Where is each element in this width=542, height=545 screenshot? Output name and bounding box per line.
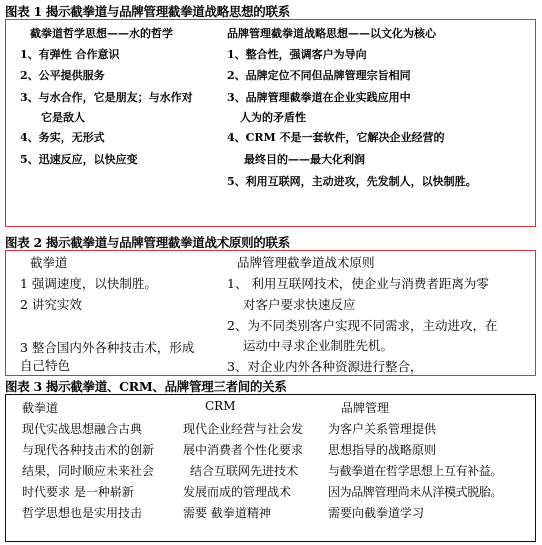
table1-left-item: 1、有弹性 合作意识 — [20, 48, 120, 61]
table2-right-heading: 品牌管理截拳道战术原则 — [237, 255, 375, 270]
table3-col2-line: 结合互联网先进技术 — [190, 464, 299, 478]
table1-left-heading: 截拳道哲学思想——水的哲学 — [30, 27, 173, 40]
table2-right-item: 1、 利用互联网技术，使企业与消费者距离为零 — [227, 276, 489, 291]
table3-col2-line: 现代企业经营与社会发 — [183, 422, 304, 436]
table3-col1-line: 结果，同时顺应未来社会 — [22, 464, 155, 478]
table2-right-item: 3、对企业内外各种资源进行整合， — [227, 359, 423, 374]
table1-right-item: 人为的矛盾性 — [240, 111, 306, 124]
table2-right-item: 运动中寻求企业制胜先机。 — [243, 338, 394, 353]
table1-left-item: 5、迅速反应，以快应变 — [20, 153, 138, 166]
table1-right-heading: 品牌管理截拳道战略思想——以文化为核心 — [227, 27, 436, 40]
table3-col1-line: 哲学思想也是实用技击 — [22, 506, 143, 520]
table3-col3-line: 需要向截拳道学习 — [328, 506, 425, 520]
table1-right-item: 1、整合性，强调客户为导向 — [227, 48, 367, 61]
table2-left-heading: 截拳道 — [30, 255, 68, 270]
table3-header-brand: 品牌管理 — [341, 401, 390, 415]
table1-left-item: 3、与水合作，它是朋友；与水作对 — [20, 91, 193, 104]
table3-col1-line: 与现代各种技击术的创新 — [22, 443, 155, 457]
table2-left-item: 自己特色 — [20, 358, 71, 373]
table1-right-item: 2、品牌定位不同但品牌管理宗旨相同 — [227, 69, 411, 82]
table2-right-item: 2、为不同类别客户实现不同需求，主动进攻，在 — [227, 318, 498, 333]
table3-col3-line: 与截拳道在哲学思想上互有补益。 — [328, 464, 503, 478]
table1-right-item: 4、CRM 不是一套软件，它解决企业经营的 — [227, 131, 445, 144]
table1-left-item: 它是敌人 — [41, 111, 85, 124]
table3-caption: 图表 3 揭示截拳道、CRM、品牌管理三者间的关系 — [5, 379, 287, 394]
table1-left-item: 2、公平提供服务 — [20, 69, 105, 82]
table1-right-item: 最终目的——最大化利润 — [244, 153, 365, 166]
table1-right-item: 5、利用互联网，主动进攻，先发制人，以快制胜。 — [227, 175, 477, 188]
table3-col3-line: 因为品牌管理尚未从洋模式脱胎。 — [328, 485, 503, 499]
table3-col2-line: 需要 截拳道精神 — [183, 506, 271, 520]
table2-left-item: 2 讲究实效 — [20, 297, 82, 312]
table2-left-item: 3 整合国内外各种技击术，形成 — [20, 340, 195, 355]
table2-left-item: 1 强调速度，以快制胜。 — [20, 276, 157, 291]
table3-col2-line: 发展而成的管理战术 — [183, 485, 292, 499]
table2-right-item: 对客户要求快速反应 — [243, 297, 356, 312]
table2-caption: 图表 2 揭示截拳道与品牌管理截拳道战术原则的联系 — [5, 235, 290, 250]
table3-col3-line: 为客户关系管理提供 — [328, 422, 437, 436]
table3-header-crm: CRM — [205, 399, 236, 413]
table3-col2-line: 展中消费者个性化要求 — [183, 443, 304, 457]
table3-header-jkd: 截拳道 — [22, 401, 59, 415]
table3-col1-line: 现代实战思想融合古典 — [22, 422, 143, 436]
table3-col3-line: 思想指导的战略原则 — [328, 443, 437, 457]
table1-caption: 图表 1 揭示截拳道与品牌管理截拳道战略思想的联系 — [5, 4, 290, 19]
table1-left-item: 4、务实，无形式 — [20, 131, 105, 144]
table3-col1-line: 时代要求 是一种崭新 — [22, 485, 134, 499]
table1-right-item: 3、品牌管理截拳道在企业实践应用中 — [227, 91, 411, 104]
